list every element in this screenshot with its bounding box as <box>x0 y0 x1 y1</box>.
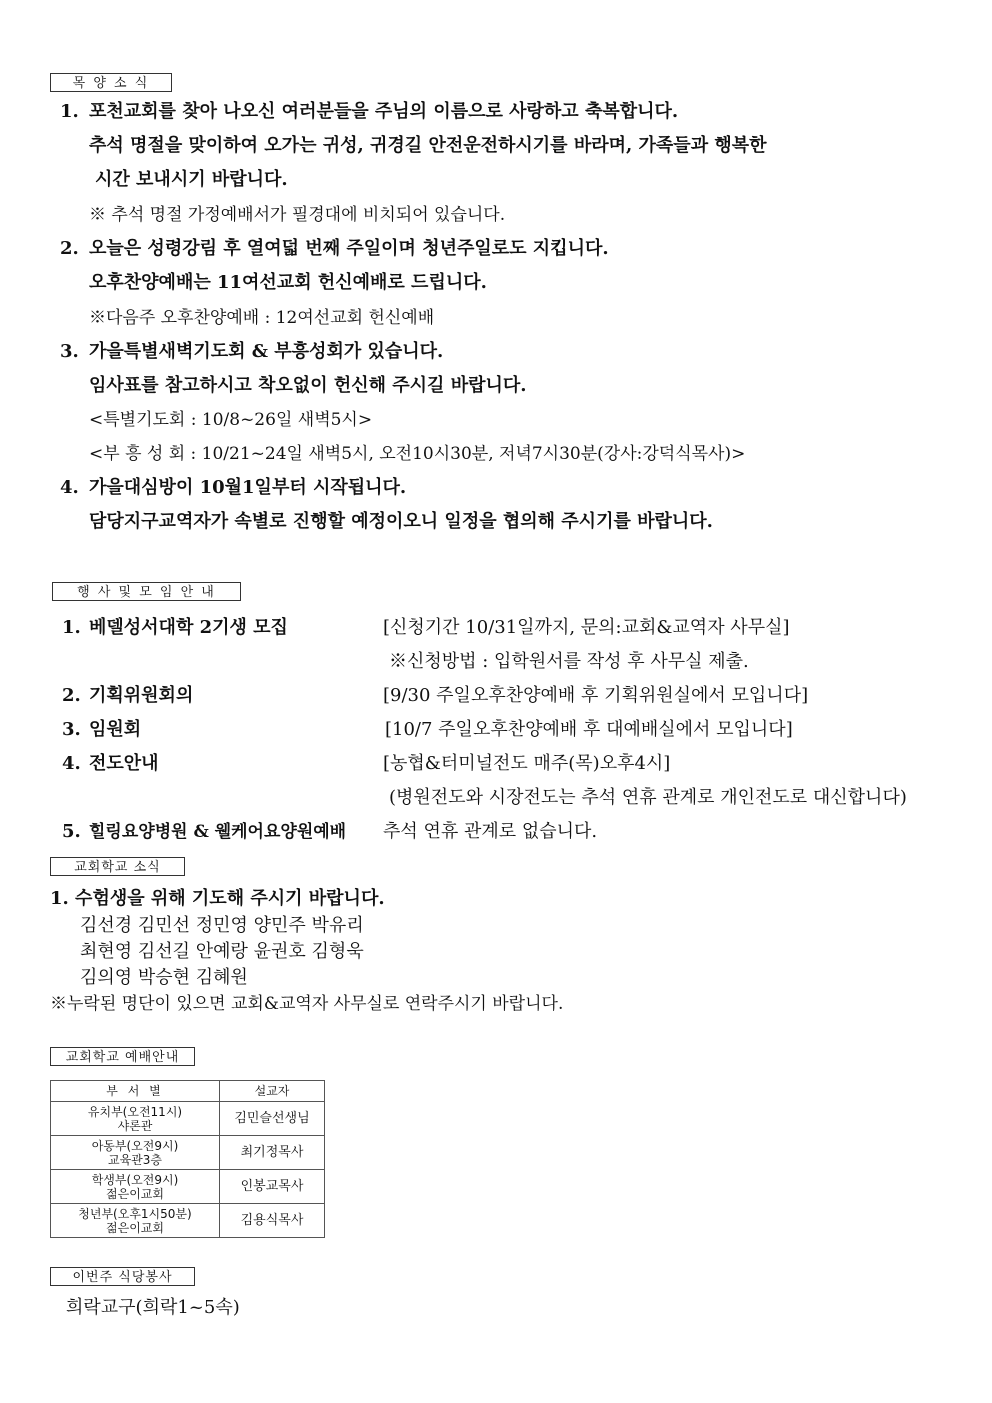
table-row <box>51 1102 325 1136</box>
event-1-sub: ※신청방법 : 입학원서를 작성 후 사무실 제출. <box>389 651 749 672</box>
event-5-number: 5. <box>62 821 81 842</box>
pastoral-item-1-line-2: 추석 명절을 맞이하여 오가는 귀성, 귀경길 안전운전하시기를 바라며, 가족들과 행복한 <box>89 135 767 156</box>
pastoral-item-2-number: 2. <box>60 238 79 259</box>
pastoral-item-2-line-2: 오후찬양예배는 11여선교회 헌신예배로 드립니다. <box>89 272 487 293</box>
dept-cell <box>51 1136 220 1170</box>
student-names-line-2: 최현영 김선길 안예랑 윤권호 김형욱 <box>80 941 364 962</box>
pastoral-section-header: 목 양 소 식 <box>50 73 172 92</box>
preacher-cell: 인봉교목사 <box>220 1170 325 1204</box>
pastoral-item-3-line-2: 임사표를 참고하시고 착오없이 헌신해 주시길 바랍니다. <box>89 375 527 396</box>
pastoral-item-1-line-1: 포천교회를 찾아 나오신 여러분들을 주님의 이름으로 사랑하고 축복합니다. <box>89 101 679 122</box>
dept-place: 젊은이교회 <box>106 1220 164 1235</box>
dept-cell <box>51 1102 220 1136</box>
dept-cell <box>51 1170 220 1204</box>
event-2-name: 기획위원회의 <box>89 685 194 706</box>
school-headline: 1. 수험생을 위해 기도해 주시기 바랍니다. <box>50 888 385 909</box>
dept-name: 유치부(오전11시) <box>87 1104 183 1119</box>
event-1-detail: [신청기간 10/31일까지, 문의:교회&교역자 사무실] <box>383 617 790 638</box>
kitchen-duty-text: 희락교구(희락1~5속) <box>66 1297 240 1318</box>
table-row <box>51 1204 325 1238</box>
pastoral-item-2-line-1: 오늘은 성령강림 후 열여덟 번째 주일이며 청년주일로도 지킵니다. <box>89 238 609 259</box>
pastoral-item-3-line-1: 가을특별새벽기도회 & 부흥성회가 있습니다. <box>89 341 444 362</box>
event-1-number: 1. <box>62 617 81 638</box>
event-5-name: 힐링요양병원 & 웰케어요양원예배 <box>89 822 347 842</box>
event-1-name: 베델성서대학 2기생 모집 <box>89 617 288 638</box>
table-row <box>51 1170 325 1204</box>
dept-place: 샤론관 <box>117 1118 153 1133</box>
preacher-cell: 김용식목사 <box>220 1204 325 1238</box>
dept-name: 청년부(오후1시50분) <box>78 1206 192 1221</box>
pastoral-item-1-note: ※ 추석 명절 가정예배서가 필경대에 비치되어 있습니다. <box>89 205 506 225</box>
event-3-name: 임원회 <box>89 719 142 740</box>
pastoral-item-2-note: ※다음주 오후찬양예배 : 12여선교회 헌신예배 <box>89 308 435 328</box>
event-4-sub: (병원전도와 시장전도는 추석 연휴 관계로 개인전도로 대신합니다) <box>389 787 907 808</box>
pastoral-item-1-line-3: 시간 보내시기 바랍니다. <box>95 169 288 190</box>
pastoral-item-4-line-1: 가을대심방이 10월1일부터 시작됩니다. <box>89 477 407 498</box>
preacher-cell: 김민슬선생님 <box>220 1102 325 1136</box>
student-names-line-1: 김선경 김민선 정민영 양민주 박유리 <box>80 915 364 936</box>
student-names-line-3: 김의영 박승현 김혜원 <box>80 967 248 988</box>
pastoral-item-4-line-2: 담당지구교역자가 속별로 진행할 예정이오니 일정을 협의해 주시기를 바랍니다. <box>89 511 713 532</box>
table-header-row <box>51 1081 325 1102</box>
events-section-header: 행 사 및 모 임 안 내 <box>52 582 241 601</box>
pastoral-item-3-note-2: <부 흥 성 회 : 10/21~24일 새벽5시, 오전10시30분, 저녁7시30분(강사:강덕식목사)> <box>89 444 746 464</box>
event-3-detail: [10/7 주일오후찬양예배 후 대예배실에서 모입니다] <box>385 719 793 740</box>
event-2-detail: [9/30 주일오후찬양예배 후 기획위원실에서 모입니다] <box>383 685 809 706</box>
event-3-number: 3. <box>62 719 81 740</box>
dept-column-header: 부 서 별 <box>51 1081 220 1102</box>
dept-cell <box>51 1204 220 1238</box>
dept-place: 젊은이교회 <box>106 1186 164 1201</box>
kitchen-section-header: 이번주 식당봉사 <box>50 1267 195 1286</box>
pastoral-item-1-number: 1. <box>60 101 79 122</box>
pastoral-item-3-note-1: <특별기도회 : 10/8~26일 새벽5시> <box>89 410 373 430</box>
event-4-name: 전도안내 <box>89 753 159 774</box>
event-2-number: 2. <box>62 685 81 706</box>
event-5-detail: 추석 연휴 관계로 없습니다. <box>383 821 598 842</box>
table-row <box>51 1136 325 1170</box>
preacher-cell: 최기정목사 <box>220 1136 325 1170</box>
school-section-header: 교회학교 소식 <box>50 857 185 876</box>
preacher-column-header: 설교자 <box>220 1081 325 1102</box>
dept-name: 아동부(오전9시) <box>91 1138 179 1153</box>
worship-table <box>50 1080 325 1238</box>
event-4-number: 4. <box>62 753 81 774</box>
dept-name: 학생부(오전9시) <box>91 1172 179 1187</box>
worship-section-header: 교회학교 예배안내 <box>50 1047 195 1066</box>
pastoral-item-3-number: 3. <box>60 341 79 362</box>
event-4-detail: [농협&터미널전도 매주(목)오후4시] <box>383 753 671 774</box>
dept-place: 교육관3층 <box>107 1152 162 1167</box>
pastoral-item-4-number: 4. <box>60 477 79 498</box>
school-note: ※누락된 명단이 있으면 교회&교역자 사무실로 연락주시기 바랍니다. <box>50 994 564 1014</box>
